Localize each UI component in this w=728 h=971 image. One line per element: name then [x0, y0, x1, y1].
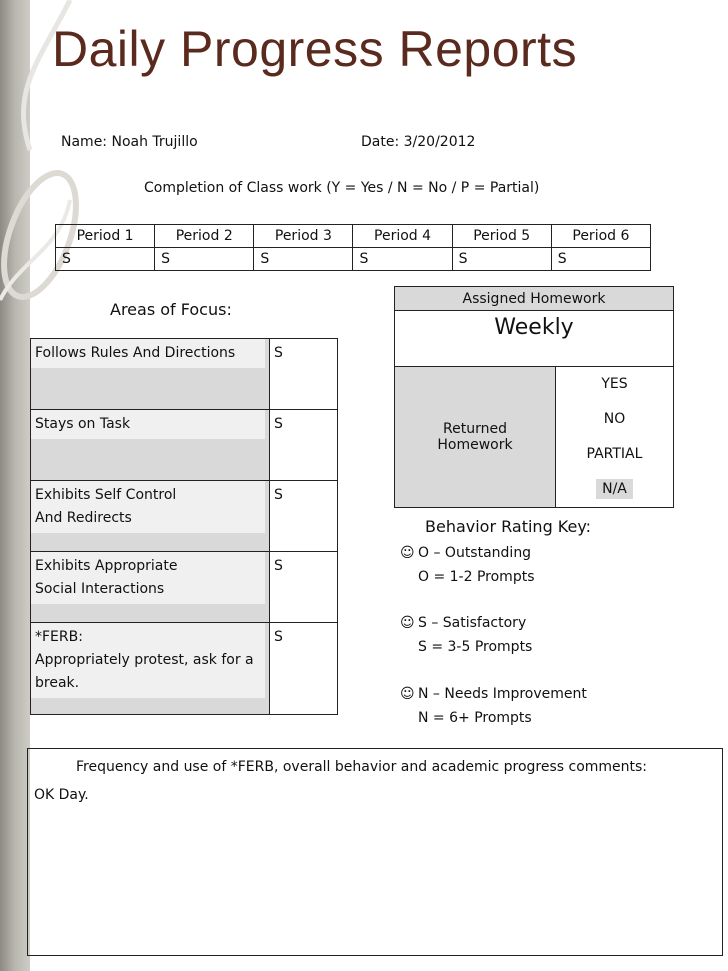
comments-box [27, 748, 723, 956]
area-category: Follows Rules And Directions [31, 339, 265, 368]
period-header: Period 5 [452, 225, 551, 248]
completion-legend: Completion of Class work (Y = Yes / N = No / P = Partial) [144, 180, 540, 196]
option-no: NO [603, 411, 626, 427]
homework-value: Weekly [395, 311, 674, 367]
page-title: Daily Progress Reports [52, 21, 578, 77]
period-value: S [155, 248, 254, 271]
area-category: Exhibits Self Control And Redirects [31, 481, 265, 533]
area-rating: S [270, 410, 338, 481]
smiley-icon: ☺ [400, 686, 415, 702]
period-header: Period 2 [155, 225, 254, 248]
option-yes: YES [601, 376, 628, 392]
report-date: Date: 3/20/2012 [361, 134, 476, 150]
areas-of-focus-table [30, 338, 338, 715]
period-value: S [56, 248, 155, 271]
area-rating: S [270, 339, 338, 410]
key-item: ☺ S – Satisfactory S = 3-5 Prompts [400, 611, 532, 659]
period-value: S [452, 248, 551, 271]
areas-of-focus-title: Areas of Focus: [110, 300, 232, 319]
smiley-icon: ☺ [400, 545, 415, 561]
period-header: Period 1 [56, 225, 155, 248]
period-value: S [551, 248, 650, 271]
area-category: *FERB: Appropriately protest, ask for a break. [31, 623, 265, 698]
behavior-key-title: Behavior Rating Key: [425, 517, 592, 536]
comments-header: Frequency and use of *FERB, overall behavior and academic progress comments: [76, 759, 648, 775]
option-partial: PARTIAL [586, 446, 643, 462]
area-rating: S [270, 623, 338, 715]
homework-table [394, 286, 674, 508]
option-na-selected: N/A [596, 479, 633, 499]
homework-header: Assigned Homework [395, 287, 674, 311]
area-rating: S [270, 481, 338, 552]
period-value: S [254, 248, 353, 271]
smiley-icon: ☺ [400, 615, 415, 631]
periods-table [55, 224, 651, 271]
area-rating: S [270, 552, 338, 623]
comments-body: OK Day. [34, 787, 89, 803]
period-header: Period 4 [353, 225, 452, 248]
period-header: Period 6 [551, 225, 650, 248]
returned-homework-label: Returned Homework [395, 367, 556, 508]
period-header: Period 3 [254, 225, 353, 248]
key-item: ☺ N – Needs Improvement N = 6+ Prompts [400, 682, 587, 730]
area-category: Exhibits Appropriate Social Interactions [31, 552, 265, 604]
student-name: Name: Noah Trujillo [61, 134, 198, 150]
area-category: Stays on Task [31, 410, 265, 439]
period-value: S [353, 248, 452, 271]
key-item: ☺ O – Outstanding O = 1-2 Prompts [400, 541, 534, 589]
